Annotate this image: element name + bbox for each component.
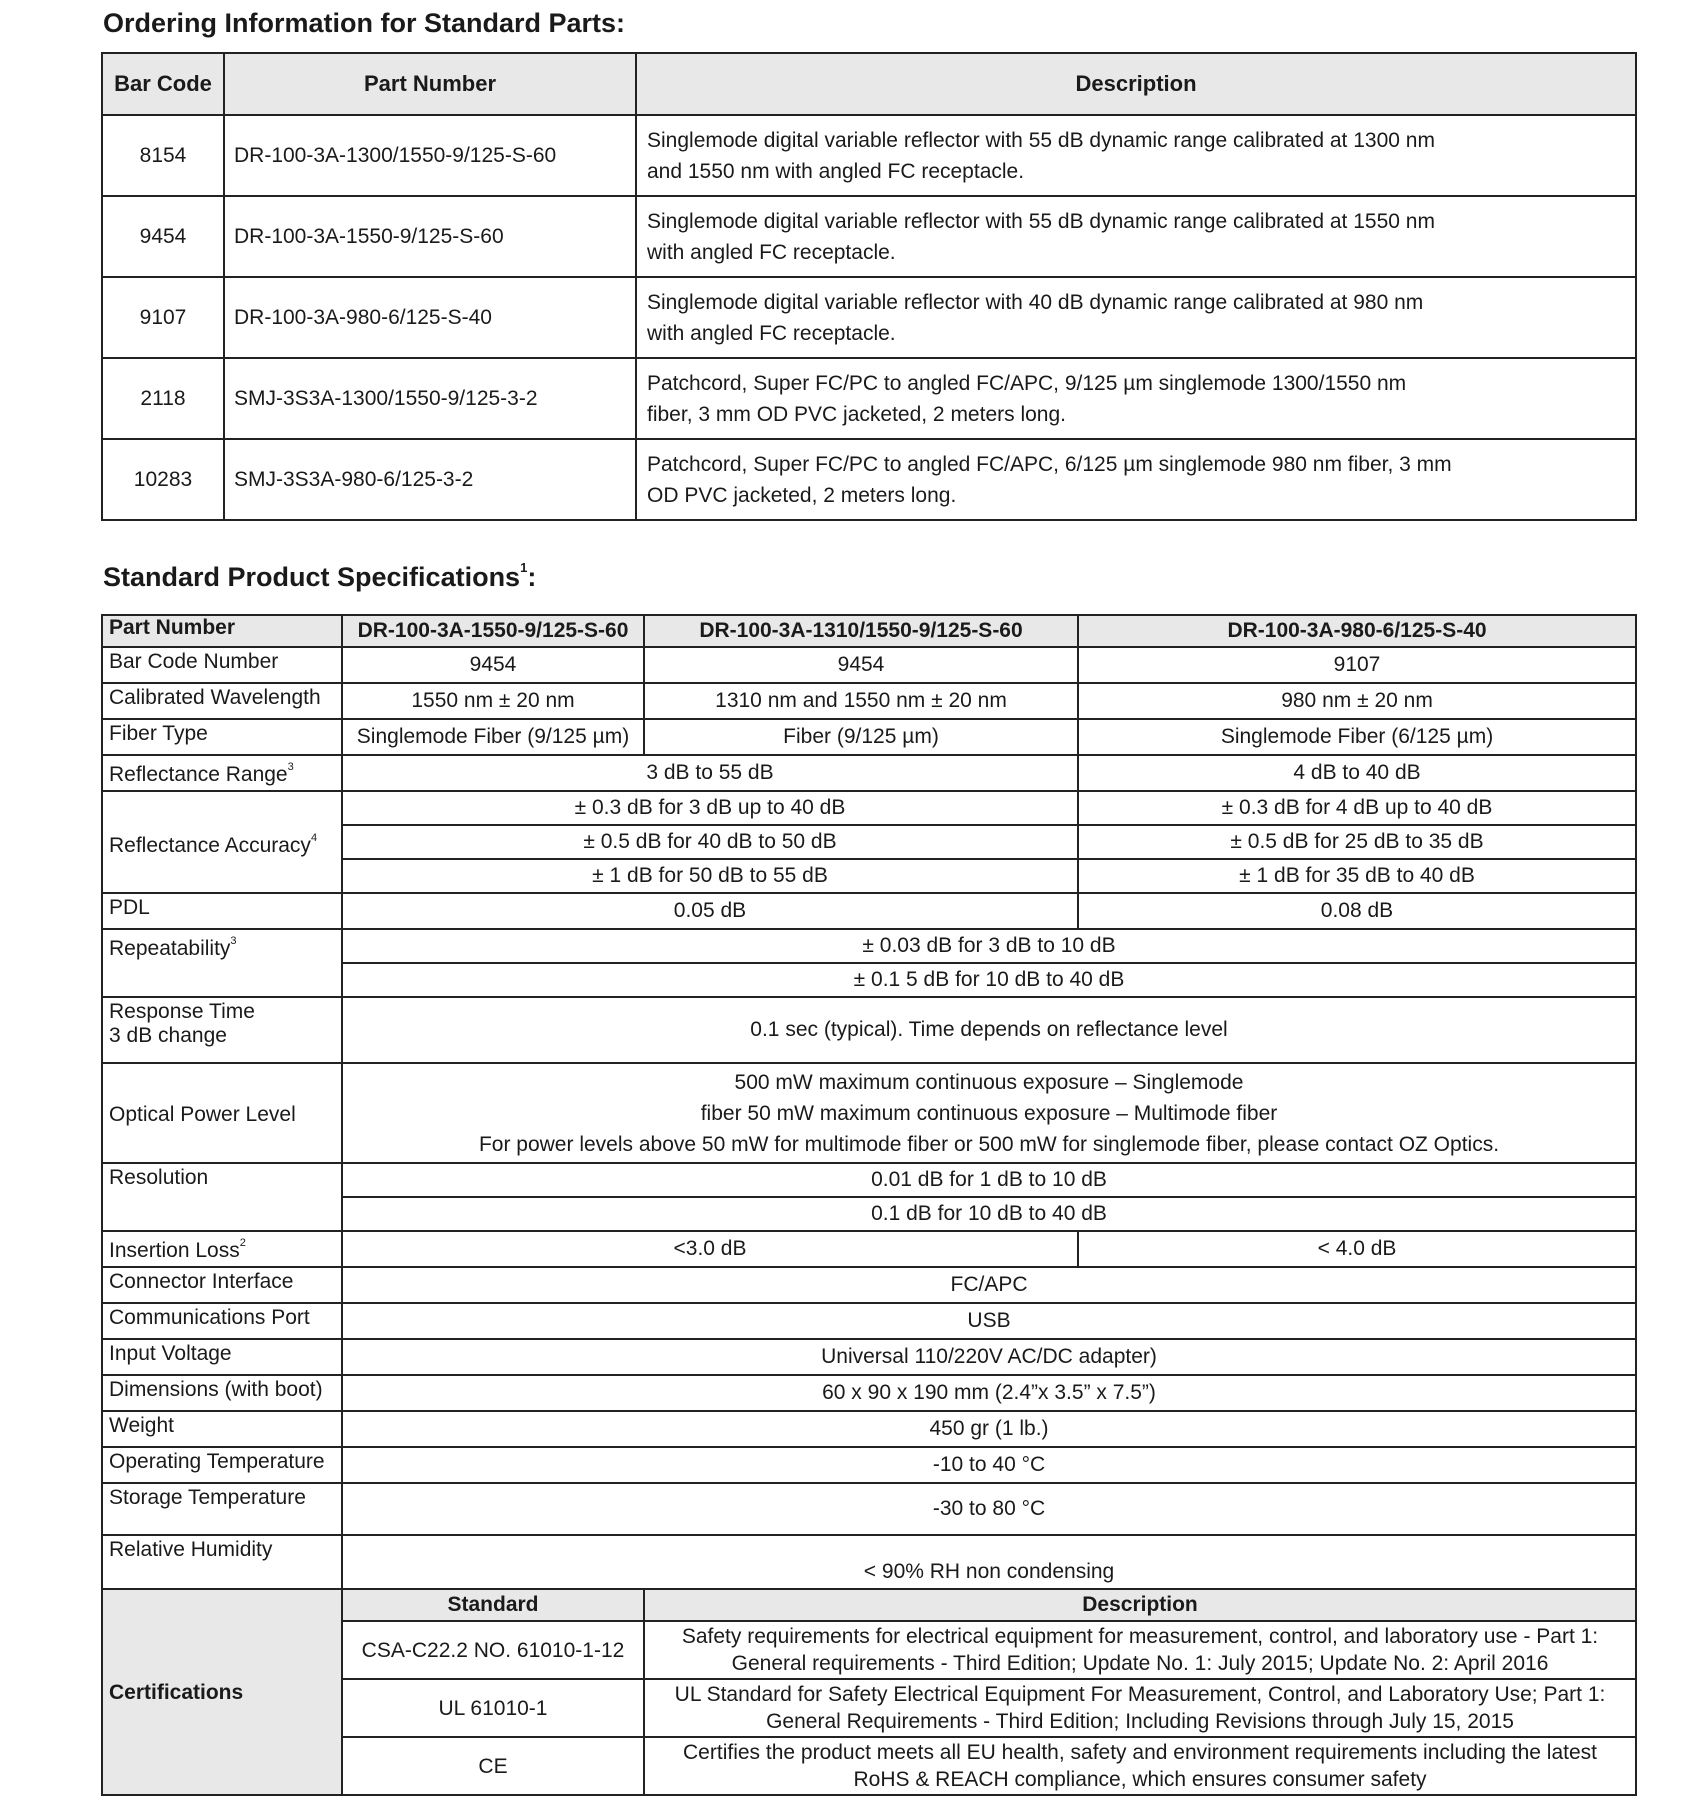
cert-description-line: Safety requirements for electrical equipment for measurement, control, and laboratory use - Part 1: (681, 1625, 1599, 1648)
spec-value (342, 1063, 1636, 1163)
spec-label (102, 997, 342, 1063)
spec-value: 450 gr (1 lb.) (342, 1411, 1636, 1447)
spec-label-text: Response Time (109, 1000, 255, 1023)
part-number-cell: SMJ-3S3A-980-6/125-3-2 (224, 439, 636, 520)
spec-value: ± 0.3 dB for 3 dB up to 40 dB (342, 791, 1078, 825)
spec-label: Calibrated Wavelength (102, 683, 342, 719)
spec-row-humidity (102, 1535, 1636, 1589)
spec-row-storage-temp (102, 1483, 1636, 1535)
bar-code-cell: 9107 (102, 277, 224, 358)
bar-code-cell: 8154 (102, 115, 224, 196)
spec-value: FC/APC (342, 1267, 1636, 1303)
footnote-marker: 1 (520, 560, 528, 575)
spec-value: 0.1 sec (typical). Time depends on reflectance level (342, 997, 1636, 1063)
cert-standard: CSA-C22.2 NO. 61010-1-12 (342, 1621, 644, 1679)
spec-label: Optical Power Level (102, 1063, 342, 1163)
bar-code-cell: 10283 (102, 439, 224, 520)
spec-value-line: 500 mW maximum continuous exposure – Singlemode (734, 1070, 1244, 1094)
spec-value: ± 0.1 5 dB for 10 dB to 40 dB (342, 963, 1636, 997)
spec-value: ± 0.5 dB for 40 dB to 50 dB (342, 825, 1078, 859)
spec-label: Part Number (102, 615, 342, 647)
spec-header-row (102, 615, 1636, 647)
spec-row-reflectance-range (102, 755, 1636, 791)
spec-label: Relative Humidity (102, 1535, 342, 1589)
spec-row-comm-port (102, 1303, 1636, 1339)
spec-value: 60 x 90 x 190 mm (2.4”x 3.5” x 7.5”) (342, 1375, 1636, 1411)
spec-label: Certifications (102, 1589, 342, 1795)
cert-description-line: UL Standard for Safety Electrical Equipment For Measurement, Control, and Laboratory Use; Part 1: (674, 1683, 1606, 1706)
spec-value: ± 1 dB for 35 dB to 40 dB (1078, 859, 1636, 893)
bar-code-cell: 9454 (102, 196, 224, 277)
footnote-marker: 3 (230, 935, 237, 947)
description-cell (636, 196, 1636, 277)
spec-row-pdl (102, 893, 1636, 929)
spec-row-weight (102, 1411, 1636, 1447)
spec-value: 3 dB to 55 dB (342, 755, 1078, 791)
spec-value: 1310 nm and 1550 nm ± 20 nm (644, 683, 1078, 719)
spec-label: Operating Temperature (102, 1447, 342, 1483)
cert-description (644, 1621, 1636, 1679)
header-bar-code: Bar Code (102, 53, 224, 115)
description-line: Singlemode digital variable reflector with 55 dB dynamic range calibrated at 1550 nm (647, 209, 1435, 233)
spec-value: ± 1 dB for 50 dB to 55 dB (342, 859, 1078, 893)
spec-value: 9454 (342, 647, 644, 683)
table-row (102, 439, 1636, 520)
spec-row-connector (102, 1267, 1636, 1303)
specs-title-suffix: : (527, 562, 537, 592)
spec-label-text: 3 dB change (109, 1024, 227, 1047)
part-number-col2: DR-100-3A-1310/1550-9/125-S-60 (644, 615, 1078, 647)
description-line: Patchcord, Super FC/PC to angled FC/APC, 6/125 µm singlemode 980 nm fiber, 3 mm (647, 452, 1452, 476)
spec-value: < 4.0 dB (1078, 1231, 1636, 1267)
spec-value: 0.08 dB (1078, 893, 1636, 929)
spec-label: Input Voltage (102, 1339, 342, 1375)
spec-value: Fiber (9/125 µm) (644, 719, 1078, 755)
spec-row-insertion-loss (102, 1231, 1636, 1267)
part-number-col1: DR-100-3A-1550-9/125-S-60 (342, 615, 644, 647)
footnote-marker: 2 (239, 1237, 246, 1249)
spec-label (102, 755, 342, 791)
part-number-cell: DR-100-3A-1550-9/125-S-60 (224, 196, 636, 277)
footnote-marker: 3 (287, 761, 294, 773)
part-number-col3: DR-100-3A-980-6/125-S-40 (1078, 615, 1636, 647)
spec-value: <3.0 dB (342, 1231, 1078, 1267)
spec-label: Weight (102, 1411, 342, 1447)
spec-row-bar-code (102, 647, 1636, 683)
spec-value: 0.1 dB for 10 dB to 40 dB (342, 1197, 1636, 1231)
cert-description-line: General Requirements - Third Edition; Including Revisions through July 15, 2015 (766, 1710, 1514, 1733)
spec-label: Resolution (102, 1163, 342, 1231)
spec-value: < 90% RH non condensing (342, 1535, 1636, 1589)
spec-row-operating-temp (102, 1447, 1636, 1483)
spec-value: ± 0.03 dB for 3 dB to 10 dB (342, 929, 1636, 963)
spec-value: 9454 (644, 647, 1078, 683)
cert-description-line: Certifies the product meets all EU health, safety and environment requirements including the latest (683, 1741, 1597, 1764)
spec-row-resolution (102, 1163, 1636, 1197)
spec-row-wavelength (102, 683, 1636, 719)
spec-label-text: Insertion Loss (109, 1239, 240, 1262)
spec-value: 9107 (1078, 647, 1636, 683)
cert-standard: UL 61010-1 (342, 1679, 644, 1737)
spec-label: PDL (102, 893, 342, 929)
part-number-cell: DR-100-3A-980-6/125-S-40 (224, 277, 636, 358)
cert-description-line: RoHS & REACH compliance, which ensures consumer safety (853, 1768, 1427, 1791)
specs-title-text: Standard Product Specifications (103, 562, 521, 592)
spec-label: Communications Port (102, 1303, 342, 1339)
spec-value: 980 nm ± 20 nm (1078, 683, 1636, 719)
ordering-header-row (102, 53, 1636, 115)
spec-value: Singlemode Fiber (6/125 µm) (1078, 719, 1636, 755)
footnote-marker: 4 (310, 831, 318, 844)
spec-label: Fiber Type (102, 719, 342, 755)
description-cell (636, 115, 1636, 196)
spec-label: Dimensions (with boot) (102, 1375, 342, 1411)
description-line: OD PVC jacketed, 2 meters long. (647, 483, 957, 507)
spec-value: 4 dB to 40 dB (1078, 755, 1636, 791)
cert-description (644, 1737, 1636, 1795)
spec-row-dimensions (102, 1375, 1636, 1411)
description-line: and 1550 nm with angled FC receptacle. (647, 159, 1025, 183)
cert-description (644, 1679, 1636, 1737)
spec-value: Universal 110/220V AC/DC adapter) (342, 1339, 1636, 1375)
cert-header-description: Description (644, 1589, 1636, 1621)
spec-value: 0.05 dB (342, 893, 1078, 929)
spec-row-response-time (102, 997, 1636, 1063)
ordering-table (101, 52, 1637, 521)
description-line: Singlemode digital variable reflector with 55 dB dynamic range calibrated at 1300 nm (647, 128, 1435, 152)
spec-label: Storage Temperature (102, 1483, 342, 1535)
header-description: Description (636, 53, 1636, 115)
description-line: Singlemode digital variable reflector with 40 dB dynamic range calibrated at 980 nm (647, 290, 1424, 314)
part-number-cell: DR-100-3A-1300/1550-9/125-S-60 (224, 115, 636, 196)
spec-value: ± 0.3 dB for 4 dB up to 40 dB (1078, 791, 1636, 825)
spec-value: -30 to 80 °C (342, 1483, 1636, 1535)
bar-code-cell: 2118 (102, 358, 224, 439)
spec-value-line: For power levels above 50 mW for multimode fiber or 500 mW for singlemode fiber, please contact OZ Optics. (478, 1132, 1500, 1156)
spec-value: ± 0.5 dB for 25 dB to 35 dB (1078, 825, 1636, 859)
cert-standard: CE (342, 1737, 644, 1795)
spec-value-line: fiber 50 mW maximum continuous exposure – Multimode fiber (700, 1101, 1278, 1125)
description-line: with angled FC receptacle. (647, 240, 896, 264)
spec-row-reflectance-accuracy (102, 791, 1636, 825)
table-row (102, 196, 1636, 277)
ordering-title: Ordering Information for Standard Parts: (103, 8, 626, 38)
part-number-cell: SMJ-3S3A-1300/1550-9/125-3-2 (224, 358, 636, 439)
table-row (102, 115, 1636, 196)
spec-value: 0.01 dB for 1 dB to 10 dB (342, 1163, 1636, 1197)
cert-description-line: General requirements - Third Edition; Update No. 1: July 2015; Update No. 2: April 2016 (731, 1652, 1549, 1675)
spec-label-text: Reflectance Accuracy (109, 833, 311, 857)
spec-row-fiber-type (102, 719, 1636, 755)
description-line: with angled FC receptacle. (647, 321, 896, 345)
table-row (102, 358, 1636, 439)
spec-row-repeatability (102, 929, 1636, 963)
spec-label (102, 791, 342, 893)
description-line: Patchcord, Super FC/PC to angled FC/APC, 9/125 µm singlemode 1300/1550 nm (647, 371, 1407, 395)
spec-row-input-voltage (102, 1339, 1636, 1375)
spec-label-text: Reflectance Range (109, 763, 288, 786)
spec-value: Singlemode Fiber (9/125 µm) (342, 719, 644, 755)
spec-label: Connector Interface (102, 1267, 342, 1303)
description-cell (636, 439, 1636, 520)
spec-label (102, 1231, 342, 1267)
header-part-number: Part Number (224, 53, 636, 115)
spec-value: 1550 nm ± 20 nm (342, 683, 644, 719)
cert-header-standard: Standard (342, 1589, 644, 1621)
specs-title (103, 562, 536, 593)
spec-label-text: Repeatability (109, 937, 231, 960)
spec-value: USB (342, 1303, 1636, 1339)
spec-value: -10 to 40 °C (342, 1447, 1636, 1483)
spec-label: Bar Code Number (102, 647, 342, 683)
specs-table (101, 614, 1637, 1796)
spec-label (102, 929, 342, 997)
spec-row-optical-power (102, 1063, 1636, 1163)
cert-header-row (102, 1589, 1636, 1621)
description-line: fiber, 3 mm OD PVC jacketed, 2 meters long. (647, 402, 1066, 426)
description-cell (636, 358, 1636, 439)
table-row (102, 277, 1636, 358)
description-cell (636, 277, 1636, 358)
